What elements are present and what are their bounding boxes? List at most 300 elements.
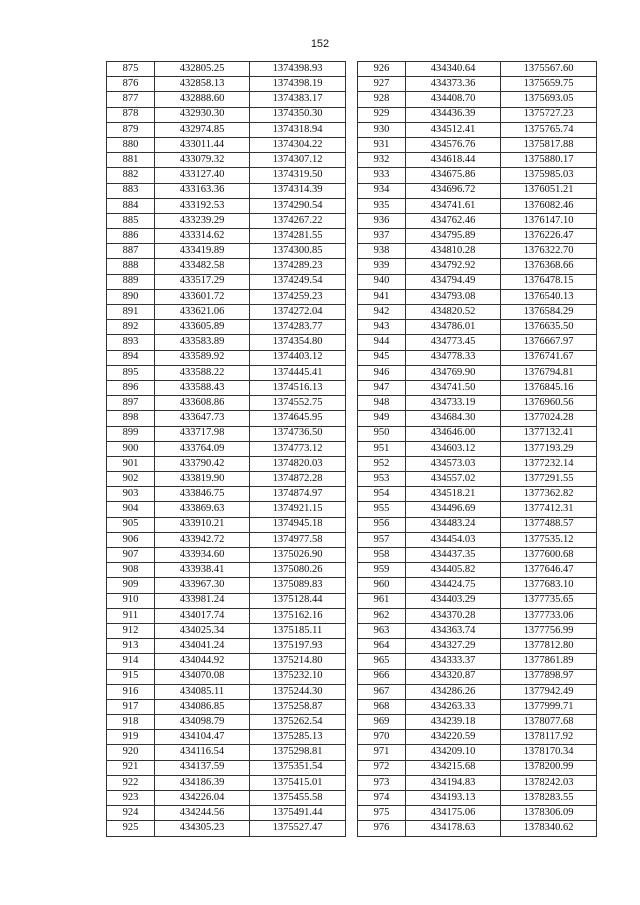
table-row [358,487,597,502]
point-number-cell: 962 [358,608,406,623]
point-number-cell: 883 [107,183,155,198]
table-row [358,62,597,77]
x-coordinate-cell: 434773.45 [406,335,501,350]
y-coordinate-cell: 1375527.47 [250,821,346,836]
x-coordinate-cell: 433934.60 [155,548,250,563]
table-row [358,137,597,152]
point-number-cell: 885 [107,213,155,228]
y-coordinate-cell: 1374289.23 [250,259,346,274]
x-coordinate-cell: 434363.74 [406,623,501,638]
table-row [107,168,346,183]
point-number-cell: 955 [358,502,406,517]
y-coordinate-cell: 1375128.44 [250,593,346,608]
point-number-cell: 895 [107,365,155,380]
x-coordinate-cell: 432930.30 [155,107,250,122]
point-number-cell: 943 [358,320,406,335]
y-coordinate-cell: 1374516.13 [250,380,346,395]
x-coordinate-cell: 434244.56 [155,806,250,821]
table-row [107,259,346,274]
table-row [358,593,597,608]
x-coordinate-cell: 434684.30 [406,411,501,426]
y-coordinate-cell: 1377535.12 [501,532,597,547]
point-number-cell: 940 [358,274,406,289]
point-number-cell: 924 [107,806,155,821]
table-row [107,244,346,259]
y-coordinate-cell: 1377812.80 [501,639,597,654]
point-number-cell: 921 [107,760,155,775]
x-coordinate-cell: 434286.26 [406,684,501,699]
point-number-cell: 892 [107,320,155,335]
x-coordinate-cell: 434483.24 [406,517,501,532]
table-row [358,472,597,487]
table-row [358,548,597,563]
x-coordinate-cell: 432805.25 [155,62,250,77]
point-number-cell: 947 [358,380,406,395]
table-row [358,791,597,806]
y-coordinate-cell: 1375026.90 [250,548,346,563]
table-row [107,548,346,563]
x-coordinate-cell: 434116.54 [155,745,250,760]
point-number-cell: 971 [358,745,406,760]
point-number-cell: 954 [358,487,406,502]
x-coordinate-cell: 433608.86 [155,396,250,411]
point-number-cell: 939 [358,259,406,274]
table-row [107,730,346,745]
table-row [107,396,346,411]
point-number-cell: 942 [358,305,406,320]
y-coordinate-cell: 1375244.30 [250,684,346,699]
y-coordinate-cell: 1374307.12 [250,153,346,168]
x-coordinate-cell: 434496.69 [406,502,501,517]
y-coordinate-cell: 1374872.28 [250,472,346,487]
table-body [107,62,346,837]
table-row [107,806,346,821]
x-coordinate-cell: 434017.74 [155,608,250,623]
point-number-cell: 925 [107,821,155,836]
point-number-cell: 957 [358,532,406,547]
table-row [358,305,597,320]
x-coordinate-cell: 434320.87 [406,669,501,684]
y-coordinate-cell: 1375285.13 [250,730,346,745]
point-number-cell: 973 [358,775,406,790]
y-coordinate-cell: 1378340.62 [501,821,597,836]
point-number-cell: 877 [107,92,155,107]
table-row [107,426,346,441]
x-coordinate-cell: 434193.13 [406,791,501,806]
y-coordinate-cell: 1376051.21 [501,183,597,198]
y-coordinate-cell: 1376147.10 [501,213,597,228]
table-row [107,213,346,228]
x-coordinate-cell: 434436.39 [406,107,501,122]
table-row [358,411,597,426]
x-coordinate-cell: 433942.72 [155,532,250,547]
table-row [107,472,346,487]
y-coordinate-cell: 1378283.55 [501,791,597,806]
x-coordinate-cell: 434557.02 [406,472,501,487]
x-coordinate-cell: 434137.59 [155,760,250,775]
point-number-cell: 937 [358,229,406,244]
x-coordinate-cell: 434104.47 [155,730,250,745]
point-number-cell: 894 [107,350,155,365]
y-coordinate-cell: 1374314.39 [250,183,346,198]
point-number-cell: 904 [107,502,155,517]
point-number-cell: 934 [358,183,406,198]
table-row [358,669,597,684]
x-coordinate-cell: 434175.06 [406,806,501,821]
x-coordinate-cell: 434098.79 [155,715,250,730]
x-coordinate-cell: 433239.29 [155,213,250,228]
point-number-cell: 953 [358,472,406,487]
y-coordinate-cell: 1377600.68 [501,548,597,563]
y-coordinate-cell: 1375232.10 [250,669,346,684]
x-coordinate-cell: 434186.39 [155,775,250,790]
point-number-cell: 923 [107,791,155,806]
table-row [358,745,597,760]
x-coordinate-cell: 434675.86 [406,168,501,183]
x-coordinate-cell: 433981.24 [155,593,250,608]
table-row [107,305,346,320]
point-number-cell: 901 [107,456,155,471]
table-row [358,335,597,350]
table-row [107,441,346,456]
x-coordinate-cell: 434215.68 [406,760,501,775]
y-coordinate-cell: 1375185.11 [250,623,346,638]
x-coordinate-cell: 434209.10 [406,745,501,760]
x-coordinate-cell: 434741.61 [406,198,501,213]
point-number-cell: 935 [358,198,406,213]
y-coordinate-cell: 1375693.05 [501,92,597,107]
point-number-cell: 909 [107,578,155,593]
x-coordinate-cell: 433967.30 [155,578,250,593]
table-row [358,274,597,289]
point-number-cell: 963 [358,623,406,638]
y-coordinate-cell: 1374350.30 [250,107,346,122]
table-row [358,456,597,471]
x-coordinate-cell: 434741.50 [406,380,501,395]
y-coordinate-cell: 1375659.75 [501,77,597,92]
table-row [107,517,346,532]
point-number-cell: 903 [107,487,155,502]
x-coordinate-cell: 433621.06 [155,305,250,320]
table-row [358,699,597,714]
point-number-cell: 900 [107,441,155,456]
y-coordinate-cell: 1375491.44 [250,806,346,821]
table-row [358,289,597,304]
point-number-cell: 956 [358,517,406,532]
table-row [107,715,346,730]
point-number-cell: 884 [107,198,155,213]
y-coordinate-cell: 1374977.58 [250,532,346,547]
table-row [358,350,597,365]
table-row [358,623,597,638]
table-row [107,608,346,623]
table-row [358,760,597,775]
point-number-cell: 932 [358,153,406,168]
x-coordinate-cell: 434333.37 [406,654,501,669]
point-number-cell: 968 [358,699,406,714]
x-coordinate-cell: 434263.33 [406,699,501,714]
x-coordinate-cell: 434194.83 [406,775,501,790]
point-number-cell: 948 [358,396,406,411]
table-row [358,365,597,380]
point-number-cell: 969 [358,715,406,730]
point-number-cell: 911 [107,608,155,623]
x-coordinate-cell: 434437.35 [406,548,501,563]
x-coordinate-cell: 432888.60 [155,92,250,107]
point-number-cell: 927 [358,77,406,92]
table-row [358,107,597,122]
x-coordinate-cell: 433790.42 [155,456,250,471]
x-coordinate-cell: 434733.19 [406,396,501,411]
table-row [107,623,346,638]
y-coordinate-cell: 1376478.15 [501,274,597,289]
x-coordinate-cell: 433482.58 [155,259,250,274]
y-coordinate-cell: 1377683.10 [501,578,597,593]
table-row [107,456,346,471]
table-row [358,168,597,183]
table-row [358,441,597,456]
x-coordinate-cell: 433588.43 [155,380,250,395]
x-coordinate-cell: 434424.75 [406,578,501,593]
point-number-cell: 946 [358,365,406,380]
y-coordinate-cell: 1375162.16 [250,608,346,623]
y-coordinate-cell: 1376794.81 [501,365,597,380]
table-row [358,654,597,669]
point-number-cell: 958 [358,548,406,563]
x-coordinate-cell: 434408.70 [406,92,501,107]
table-row [358,396,597,411]
page-number: 152 [310,38,330,50]
point-number-cell: 898 [107,411,155,426]
point-number-cell: 972 [358,760,406,775]
table-row [107,760,346,775]
x-coordinate-cell: 434810.28 [406,244,501,259]
point-number-cell: 905 [107,517,155,532]
x-coordinate-cell: 434025.34 [155,623,250,638]
x-coordinate-cell: 433764.09 [155,441,250,456]
table-row [358,608,597,623]
x-coordinate-cell: 434786.01 [406,320,501,335]
table-row [358,153,597,168]
x-coordinate-cell: 432858.13 [155,77,250,92]
y-coordinate-cell: 1374304.22 [250,137,346,152]
x-coordinate-cell: 433846.75 [155,487,250,502]
point-number-cell: 896 [107,380,155,395]
x-coordinate-cell: 433011.44 [155,137,250,152]
x-coordinate-cell: 434340.64 [406,62,501,77]
x-coordinate-cell: 434576.76 [406,137,501,152]
table-row [107,821,346,836]
x-coordinate-cell: 434370.28 [406,608,501,623]
x-coordinate-cell: 433647.73 [155,411,250,426]
y-coordinate-cell: 1377024.28 [501,411,597,426]
x-coordinate-cell: 434454.03 [406,532,501,547]
table-row [358,563,597,578]
x-coordinate-cell: 434794.49 [406,274,501,289]
point-number-cell: 887 [107,244,155,259]
table-row [107,183,346,198]
table-row [107,107,346,122]
y-coordinate-cell: 1375197.93 [250,639,346,654]
table-row [107,639,346,654]
point-number-cell: 876 [107,77,155,92]
y-coordinate-cell: 1375817.88 [501,137,597,152]
table-row [107,320,346,335]
table-row [358,259,597,274]
y-coordinate-cell: 1374290.54 [250,198,346,213]
point-number-cell: 976 [358,821,406,836]
table-row [107,745,346,760]
table-row [358,821,597,836]
point-number-cell: 918 [107,715,155,730]
point-number-cell: 941 [358,289,406,304]
x-coordinate-cell: 433601.72 [155,289,250,304]
y-coordinate-cell: 1375880.17 [501,153,597,168]
y-coordinate-cell: 1377735.65 [501,593,597,608]
x-coordinate-cell: 434403.29 [406,593,501,608]
x-coordinate-cell: 432974.85 [155,122,250,137]
x-coordinate-cell: 434778.33 [406,350,501,365]
y-coordinate-cell: 1374820.03 [250,456,346,471]
table-row [107,532,346,547]
table-row [358,229,597,244]
y-coordinate-cell: 1374552.75 [250,396,346,411]
point-number-cell: 899 [107,426,155,441]
y-coordinate-cell: 1374383.17 [250,92,346,107]
point-number-cell: 949 [358,411,406,426]
table-row [107,229,346,244]
table-row [358,502,597,517]
y-coordinate-cell: 1375214.80 [250,654,346,669]
point-number-cell: 879 [107,122,155,137]
x-coordinate-cell: 434239.18 [406,715,501,730]
y-coordinate-cell: 1374281.55 [250,229,346,244]
table-row [107,411,346,426]
x-coordinate-cell: 433079.32 [155,153,250,168]
point-number-cell: 959 [358,563,406,578]
point-number-cell: 919 [107,730,155,745]
y-coordinate-cell: 1378242.03 [501,775,597,790]
x-coordinate-cell: 434603.12 [406,441,501,456]
x-coordinate-cell: 434086.85 [155,699,250,714]
x-coordinate-cell: 433910.21 [155,517,250,532]
x-coordinate-cell: 433869.63 [155,502,250,517]
point-number-cell: 888 [107,259,155,274]
y-coordinate-cell: 1374874.97 [250,487,346,502]
table-row [107,77,346,92]
point-number-cell: 891 [107,305,155,320]
table-row [107,137,346,152]
x-coordinate-cell: 433717.98 [155,426,250,441]
y-coordinate-cell: 1378170.34 [501,745,597,760]
y-coordinate-cell: 1377898.97 [501,669,597,684]
y-coordinate-cell: 1376226.47 [501,229,597,244]
y-coordinate-cell: 1374259.23 [250,289,346,304]
table-row [107,365,346,380]
y-coordinate-cell: 1374921.15 [250,502,346,517]
y-coordinate-cell: 1374403.12 [250,350,346,365]
y-coordinate-cell: 1375567.60 [501,62,597,77]
y-coordinate-cell: 1375415.01 [250,775,346,790]
table-row [107,654,346,669]
x-coordinate-cell: 434044.92 [155,654,250,669]
point-number-cell: 875 [107,62,155,77]
y-coordinate-cell: 1377942.49 [501,684,597,699]
point-number-cell: 906 [107,532,155,547]
table-row [358,775,597,790]
table-row [358,684,597,699]
table-row [358,730,597,745]
table-row [358,426,597,441]
y-coordinate-cell: 1378306.09 [501,806,597,821]
x-coordinate-cell: 434762.46 [406,213,501,228]
x-coordinate-cell: 434512.41 [406,122,501,137]
point-number-cell: 889 [107,274,155,289]
y-coordinate-cell: 1377193.29 [501,441,597,456]
point-number-cell: 970 [358,730,406,745]
point-number-cell: 931 [358,137,406,152]
point-number-cell: 882 [107,168,155,183]
y-coordinate-cell: 1375298.81 [250,745,346,760]
y-coordinate-cell: 1375258.87 [250,699,346,714]
y-coordinate-cell: 1377999.71 [501,699,597,714]
point-number-cell: 908 [107,563,155,578]
point-number-cell: 952 [358,456,406,471]
y-coordinate-cell: 1374354.80 [250,335,346,350]
y-coordinate-cell: 1375351.54 [250,760,346,775]
point-number-cell: 920 [107,745,155,760]
y-coordinate-cell: 1375985.03 [501,168,597,183]
y-coordinate-cell: 1374319.50 [250,168,346,183]
table-row [107,153,346,168]
point-number-cell: 967 [358,684,406,699]
x-coordinate-cell: 434820.52 [406,305,501,320]
x-coordinate-cell: 433605.89 [155,320,250,335]
point-number-cell: 914 [107,654,155,669]
x-coordinate-cell: 434795.89 [406,229,501,244]
point-number-cell: 886 [107,229,155,244]
x-coordinate-cell: 434070.08 [155,669,250,684]
y-coordinate-cell: 1376667.97 [501,335,597,350]
table-row [358,92,597,107]
y-coordinate-cell: 1378077.68 [501,715,597,730]
y-coordinate-cell: 1374272.04 [250,305,346,320]
x-coordinate-cell: 434696.72 [406,183,501,198]
point-number-cell: 922 [107,775,155,790]
table-row [358,578,597,593]
point-number-cell: 945 [358,350,406,365]
point-number-cell: 960 [358,578,406,593]
point-number-cell: 880 [107,137,155,152]
y-coordinate-cell: 1374945.18 [250,517,346,532]
point-number-cell: 936 [358,213,406,228]
table-row [107,335,346,350]
point-number-cell: 890 [107,289,155,304]
table-row [107,775,346,790]
x-coordinate-cell: 433192.53 [155,198,250,213]
point-number-cell: 907 [107,548,155,563]
table-row [358,320,597,335]
y-coordinate-cell: 1376845.16 [501,380,597,395]
y-coordinate-cell: 1377362.82 [501,487,597,502]
x-coordinate-cell: 433938.41 [155,563,250,578]
y-coordinate-cell: 1377291.55 [501,472,597,487]
point-number-cell: 897 [107,396,155,411]
point-number-cell: 944 [358,335,406,350]
y-coordinate-cell: 1377733.06 [501,608,597,623]
point-number-cell: 917 [107,699,155,714]
y-coordinate-cell: 1377861.89 [501,654,597,669]
